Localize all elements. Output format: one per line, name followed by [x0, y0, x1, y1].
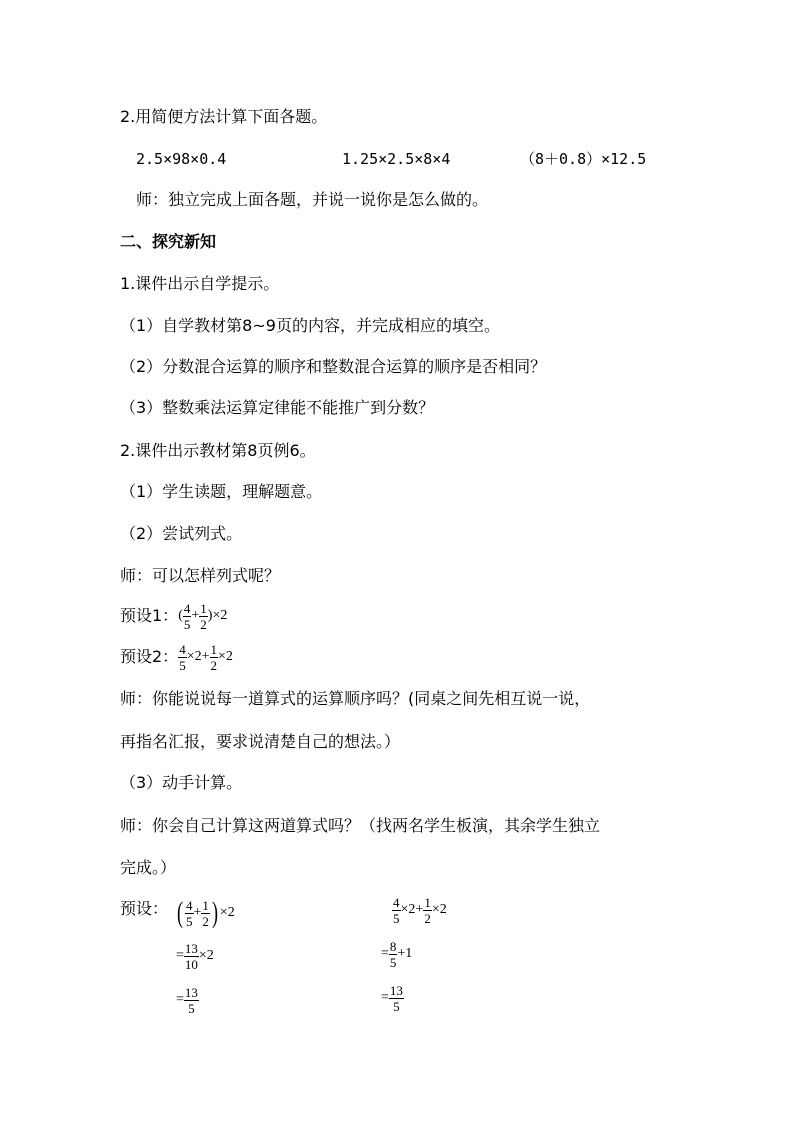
teacher-order-question-cont: 再指名汇报，要求说清楚自己的想法。） — [120, 732, 401, 751]
calc-left-step-3 — [176, 982, 199, 1018]
plus-sign: + — [201, 649, 210, 664]
plus-sign: + — [415, 902, 424, 917]
calc-right-step-1 — [392, 892, 447, 928]
preset-2 — [120, 638, 233, 676]
close-paren: ) — [207, 608, 213, 623]
fraction-8-5: $\frac{8}{5}$ — [389, 938, 397, 970]
fraction-1-2: $\frac{1}{2}$ — [424, 894, 431, 926]
preset-1 — [120, 597, 227, 635]
times-two: ×2 — [186, 649, 202, 664]
step-formula: （2）尝试列式。 — [120, 524, 243, 543]
times-two: ×2 — [219, 905, 235, 920]
fraction-4-5: $\frac{4}{5}$ — [393, 894, 400, 926]
preset-label: 预设： — [120, 899, 169, 918]
problem-3: （8＋0.8）×12.5 — [520, 150, 647, 168]
plus-sign: + — [191, 608, 200, 623]
open-paren: ( — [177, 896, 183, 929]
fraction-13-5: $\frac{13}{5}$ — [184, 984, 198, 1016]
times-two: ×2 — [218, 649, 233, 664]
line-courseware: 1.课件出示自学提示。 — [120, 274, 280, 293]
close-paren: ) — [211, 896, 218, 929]
hint-1: （1）自学教材第8~9页的内容，并完成相应的填空。 — [120, 316, 500, 335]
step-calculate: （3）动手计算。 — [120, 773, 243, 792]
fraction-4-5: $\frac{4}{5}$ — [179, 641, 186, 673]
plus-sign: + — [193, 905, 202, 920]
teacher-order-question: 师：你能说说每一道算式的运算顺序吗？(同桌之间先相互说一说， — [120, 689, 591, 708]
fraction-13-5: $\frac{13}{5}$ — [389, 982, 403, 1014]
fraction-1-2: $\frac{1}{2}$ — [202, 897, 209, 929]
teacher-calc-question: 师：你会自己计算这两道算式吗？（找两名学生板演，其余学生独立 — [120, 816, 601, 835]
times-two: ×2 — [212, 608, 228, 623]
equals-sign: = — [381, 990, 389, 1005]
equals-sign: = — [381, 946, 389, 961]
fraction-1-2: $\frac{1}{2}$ — [210, 641, 217, 673]
calc-left-step-1 — [175, 893, 235, 933]
problem-2: 1.25×2.5×8×4 — [342, 150, 451, 168]
example-line: 2.课件出示教材第8页例6。 — [120, 441, 316, 460]
teacher-question: 师：可以怎样列式呢？ — [120, 566, 281, 585]
open-paren: ( — [178, 608, 183, 623]
problem-1: 2.5×98×0.4 — [136, 150, 227, 168]
section-heading: 二、探究新知 — [120, 232, 217, 251]
calc-left-step-2 — [176, 938, 214, 974]
preset-2-label: 预设2： — [120, 647, 179, 666]
teacher-calc-question-cont: 完成。） — [120, 858, 177, 877]
calc-right-step-3 — [381, 980, 404, 1016]
fraction-4-5: $\frac{4}{5}$ — [183, 600, 191, 632]
fraction-4-5: $\frac{4}{5}$ — [186, 897, 193, 929]
times-two: ×2 — [400, 902, 416, 917]
hint-3: （3）整数乘法运算定律能不能推广到分数？ — [120, 398, 435, 417]
equals-sign: = — [176, 948, 184, 963]
q2-title: 2.用简便方法计算下面各题。 — [120, 107, 328, 126]
fraction-13-10: $\frac{13}{10}$ — [184, 940, 198, 972]
times-two: ×2 — [198, 948, 214, 963]
plus-one: +1 — [397, 946, 413, 961]
fraction-1-2: $\frac{1}{2}$ — [200, 600, 207, 632]
equals-sign: = — [176, 992, 184, 1007]
times-two: ×2 — [431, 902, 447, 917]
calc-right-step-2 — [381, 936, 412, 972]
preset-1-label: 预设1： — [120, 606, 179, 625]
hint-2: （2）分数混合运算的顺序和整数混合运算的顺序是否相同？ — [120, 357, 547, 376]
teacher-instruction: 师：独立完成上面各题，并说一说你是怎么做的。 — [136, 190, 489, 209]
step-read: （1）学生读题，理解题意。 — [120, 482, 323, 501]
